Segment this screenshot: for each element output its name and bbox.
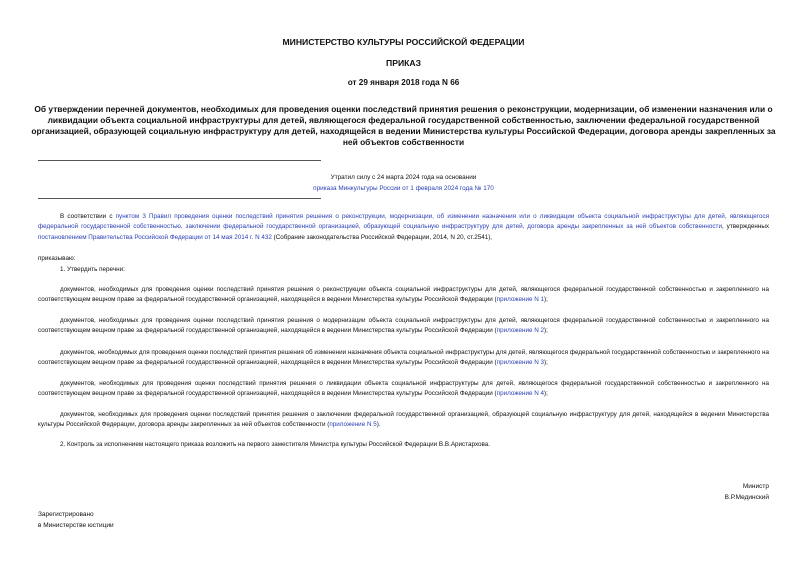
registration-line-2: в Министерстве юстиции — [38, 521, 114, 529]
appendix-5-link[interactable]: приложение N 5 — [329, 421, 377, 429]
doc-list-text: документов, необходимых для проведения оценки последствий принятия решения о реконструкции объекта социальной инфраструктуры для детей, являющегося федеральной государственной собственностью и закрепленного на соответствующем вещном праве за федеральной государственной организацией, находящейся в ведении Министерства культуры Российской Федерации ( — [38, 286, 769, 304]
signature-name: В.Р.Мединский — [724, 493, 769, 501]
doc-list-end: ); — [544, 390, 548, 398]
divider-top — [38, 160, 321, 161]
intro-text-2: , утвержденных — [721, 223, 770, 231]
item-2: 2. Контроль за исполнением настоящего приказа возложить на первого заместителя Министра культуры Российской Федерации В.В.Аристархова. — [60, 441, 491, 448]
signature-block — [725, 482, 769, 504]
doc-list-text: документов, необходимых для проведения оценки последствий принятия решения о заключении федеральной государственной организацией, образующей социальную инфраструктуру для детей, находящейся в ведении Министерства культуры Российской Федерации, договора аренды закрепленных за ней объектов собственности ( — [38, 411, 769, 429]
rules-link[interactable]: пунктом 3 Правил проведения оценки последствий принятия решения о реконструкции, модернизации, об изменении назначения или о ликвидации объекта социальной инфраструктуры для детей, являющегося федеральной государственной собственностью, заключении федеральной государственной организацией, образующей социальную инфраструктуру для детей, договора аренды закрепленных за ней объектов собственности — [38, 213, 770, 231]
appendix-3-link[interactable]: приложение N 3 — [496, 359, 545, 367]
doc-list-item-3 — [38, 348, 769, 369]
doc-list-text: документов, необходимых для проведения оценки последствий принятия решения об изменении назначения объекта социальной инфраструктуры для детей, являющегося федеральной государственной собственностью и закрепленного на соответствующем вещном праве за федеральной государственной организацией, находящейся в ведении Министерства культуры Российской Федерации ( — [38, 349, 769, 367]
doc-list-end: ); — [544, 296, 548, 304]
resolution-link[interactable]: постановлением Правительства Российской Федерации от 14 мая 2014 г. N 432 — [38, 233, 272, 241]
appendix-1-link[interactable]: приложение N 1 — [496, 296, 545, 304]
intro-text-1: В соответствии с — [60, 213, 116, 220]
registration-block — [38, 510, 114, 532]
date-number: от 29 января 2018 года N 66 — [347, 78, 460, 87]
doc-list-item-1 — [38, 285, 769, 306]
doc-list-text: документов, необходимых для проведения оценки последствий принятия решения о ликвидации объекта социальной инфраструктуры для детей, являющегося федеральной государственной собственностью и закрепленного на соответствующем вещном праве за федеральной государственной организацией, находящейся в ведении Министерства культуры Российской Федерации ( — [38, 380, 769, 398]
item-1: 1. Утвердить перечни: — [60, 266, 125, 273]
lost-force-link[interactable]: приказа Минкультуры России от 1 февраля 2024 года № 170 — [313, 185, 494, 192]
intro-paragraph — [38, 212, 769, 243]
appendix-2-link[interactable]: приложение N 2 — [496, 327, 545, 335]
doc-list-end: ); — [544, 359, 548, 367]
signature-position: Министр — [742, 483, 769, 490]
doc-list-item-2 — [38, 316, 769, 337]
lost-force-line2 — [0, 183, 807, 194]
ministry-heading: МИНИСТЕРСТВО КУЛЬТУРЫ РОССИЙСКОЙ ФЕДЕРАЦИИ — [282, 37, 525, 47]
doc-list-item-5 — [38, 410, 769, 431]
lost-force-note: Утратил силу с 24 марта 2024 года на основании — [330, 174, 477, 181]
divider-bottom — [38, 198, 321, 199]
doc-list-end: ). — [376, 421, 381, 429]
doc-list-end: ); — [544, 327, 548, 335]
doc-type-heading: ПРИКАЗ — [386, 58, 421, 68]
order-word: приказываю: — [38, 255, 76, 262]
appendix-4-link[interactable]: приложение N 4 — [496, 390, 545, 398]
registration-line-1: Зарегистрировано — [38, 511, 94, 518]
doc-list-item-4 — [38, 379, 769, 400]
document-title: Об утверждении перечней документов, необходимых для проведения оценки последствий принятия решения о реконструкции, модернизации, об изменении назначения или о ликвидации объекта социальной инфраструктуры для детей, являющегося федеральной государственной собственностью, заключении федеральной государственной организацией, образующей социальную инфраструктуру для детей, находящейся в ведении Министерства культуры Российской Федерации, договора аренды закрепленных за ней объектов собственности — [31, 104, 776, 147]
doc-list-text: документов, необходимых для проведения оценки последствий принятия решения о модернизации объекта социальной инфраструктуры для детей, являющегося федеральной государственной собственностью и закрепленного на соответствующем вещном праве за федеральной государственной организацией, находящейся в ведении Министерства культуры Российской Федерации ( — [38, 317, 769, 335]
intro-text-3: (Собрание законодательства Российской Федерации, 2014, N 20, ст.2541), — [271, 233, 493, 241]
